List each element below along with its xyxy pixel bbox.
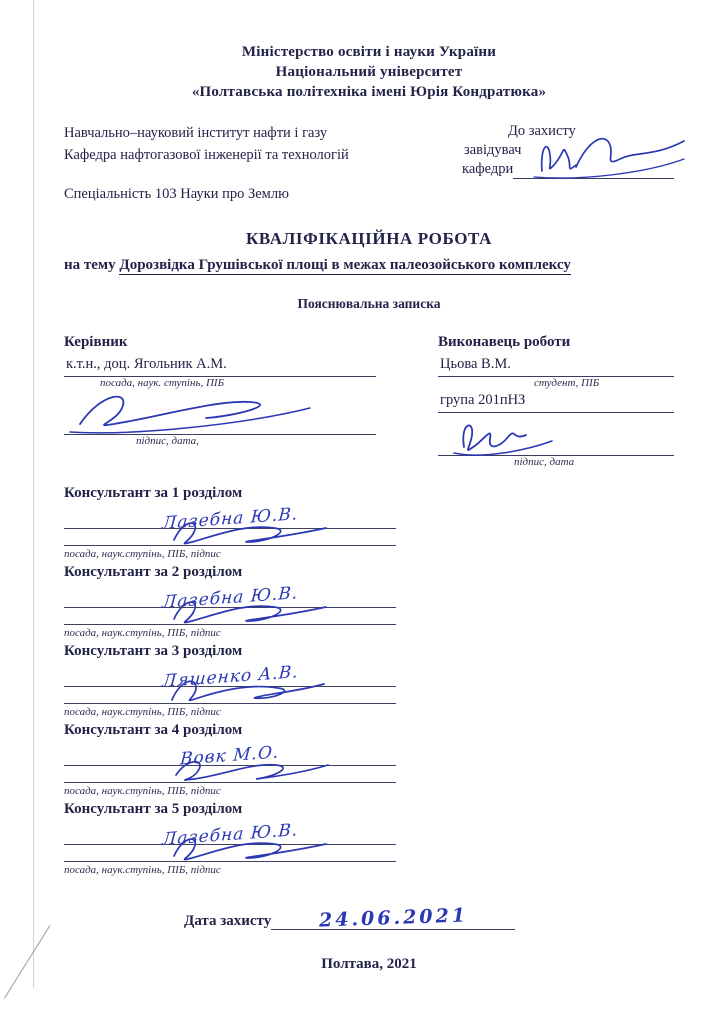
consultant-block-1 bbox=[64, 485, 674, 563]
defense-date-line bbox=[271, 903, 515, 930]
consultant-signature-name: Лазебна Ю.В. bbox=[161, 583, 299, 613]
approval-signature-icon bbox=[528, 127, 688, 187]
supervisor-block bbox=[64, 334, 376, 471]
explanatory-note-label: Пояснювальна записка bbox=[297, 296, 441, 311]
consultant-caption: посада, наук.ступінь, ПІБ, підпис bbox=[64, 627, 221, 639]
approval-line-1: До захисту bbox=[508, 123, 576, 139]
executor-caption-2: підпис, дата bbox=[514, 456, 575, 468]
executor-caption-1: студент, ПІБ bbox=[534, 377, 600, 389]
consultant-signature-row bbox=[64, 766, 396, 783]
department-block bbox=[64, 122, 349, 179]
executor-signature-row bbox=[438, 417, 674, 456]
scan-artifact-diagonal-line bbox=[4, 925, 50, 998]
consultant-signature-row bbox=[64, 529, 396, 546]
scan-artifact-vertical-line bbox=[33, 0, 34, 988]
people-row bbox=[64, 334, 674, 471]
consultant-signature-name: Ляшенко А.В. bbox=[161, 662, 299, 692]
consultant-signature-row bbox=[64, 687, 396, 704]
chair-line: Кафедра нафтогазової інженерії та технологій bbox=[64, 147, 349, 163]
defense-date-row bbox=[184, 903, 674, 930]
approval-word: кафедри bbox=[462, 161, 514, 177]
work-title: КВАЛІФІКАЦІЙНА РОБОТА bbox=[245, 229, 492, 248]
department-approval-row bbox=[64, 122, 674, 179]
consultant-label: Консультант за 4 розділом bbox=[64, 722, 243, 738]
consultant-label: Консультант за 2 розділом bbox=[64, 564, 243, 580]
institute-line: Навчально–науковий інститут нафти і газу bbox=[64, 125, 328, 141]
executor-block bbox=[438, 334, 674, 471]
university-line-2: «Полтавська політехніка імені Юрія Кондратюка» bbox=[191, 84, 547, 100]
supervisor-name-line: к.т.н., доц. Ягольник А.М. bbox=[64, 356, 376, 377]
document-header bbox=[64, 42, 674, 102]
consultant-label: Консультант за 5 розділом bbox=[64, 801, 243, 817]
consultant-signature-row bbox=[64, 608, 396, 625]
topic-text: Дорозвідка Грушівської площі в межах палеозойського комплексу bbox=[119, 257, 571, 273]
specialty-line: Спеціальність 103 Науки про Землю bbox=[64, 186, 289, 202]
supervisor-signature-row bbox=[64, 392, 376, 435]
consultant-label: Консультант за 1 розділом bbox=[64, 485, 243, 501]
supervisor-label: Керівник bbox=[64, 334, 128, 350]
supervisor-caption-1: посада, наук. ступінь, ПІБ bbox=[100, 377, 225, 389]
executor-name-line: Цьова В.М. bbox=[438, 356, 674, 377]
document-content bbox=[64, 42, 674, 973]
consultant-caption: посада, наук.ступінь, ПІБ, підпис bbox=[64, 706, 221, 718]
ministry-line: Міністерство освіти і науки України bbox=[241, 44, 497, 60]
executor-group-line: група 201пНЗ bbox=[438, 392, 674, 413]
consultant-block-5 bbox=[64, 801, 674, 879]
consultant-block-3 bbox=[64, 643, 674, 721]
approval-line-2: завідувач bbox=[464, 142, 522, 158]
consultant-caption: посада, наук.ступінь, ПІБ, підпис bbox=[64, 548, 221, 560]
consultant-caption: посада, наук.ступінь, ПІБ, підпис bbox=[64, 864, 221, 876]
approval-block bbox=[462, 122, 674, 179]
supervisor-caption-2: підпис, дата, bbox=[136, 435, 199, 447]
topic-label: на тему bbox=[64, 257, 116, 273]
consultant-signature-name: Вовк М.О. bbox=[179, 742, 281, 770]
consultant-signature-name: Лазебна Ю.В. bbox=[161, 820, 299, 850]
defense-date-value: 24.06.2021 bbox=[318, 904, 469, 932]
executor-label: Виконавець роботи bbox=[438, 334, 571, 350]
consultant-caption: посада, наук.ступінь, ПІБ, підпис bbox=[64, 785, 221, 797]
consultants-section bbox=[64, 485, 674, 879]
consultant-signature-row bbox=[64, 845, 396, 862]
consultant-signature-name: Лазебна Ю.В. bbox=[161, 504, 299, 534]
approval-line-3 bbox=[462, 160, 674, 179]
city-year-line: Полтава, 2021 bbox=[321, 956, 417, 972]
approval-signature-line bbox=[513, 161, 674, 179]
university-line-1: Національний університет bbox=[275, 64, 463, 80]
defense-date-label: Дата захисту bbox=[184, 913, 272, 929]
consultant-block-2 bbox=[64, 564, 674, 642]
consultant-block-4 bbox=[64, 722, 674, 800]
consultant-label: Консультант за 3 розділом bbox=[64, 643, 243, 659]
topic-line bbox=[64, 257, 674, 274]
